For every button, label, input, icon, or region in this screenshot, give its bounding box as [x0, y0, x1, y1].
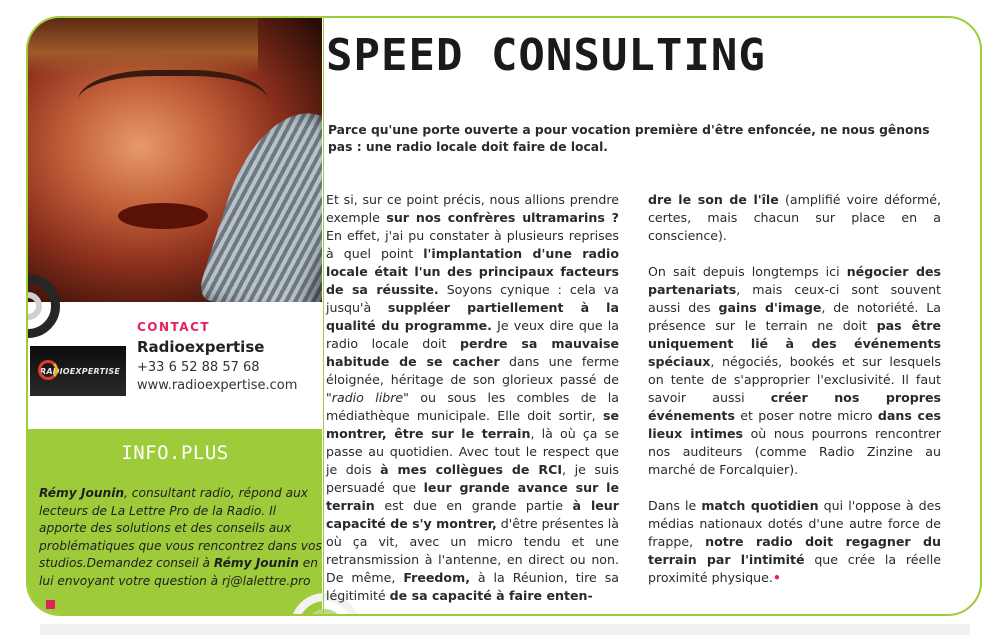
consultant-photo — [28, 18, 322, 302]
photo-mouth — [118, 203, 208, 229]
text-run: (amplifié voire déformé, certes, mais chacun sur place en a conscience). — [648, 192, 941, 243]
bold-text: l'implantation d'une radio locale était l'un des principaux facteurs de sa réussite. — [326, 246, 619, 297]
text-run: dans une ferme éloignée, héritage de son glorieux passé de — [326, 354, 619, 387]
contact-name: Radioexpertise — [137, 338, 265, 356]
text-run: , je suis persuadé que — [326, 462, 619, 495]
text-run: Soyons cynique : cela va jusqu'à — [326, 282, 619, 315]
contact-block — [28, 318, 322, 413]
bold-text: négocier des partenariats — [648, 264, 942, 297]
bold-text: à leur capacité de s'y montrer, — [326, 498, 619, 531]
bold-text: notre radio doit regagner du terrain par l'intimité — [648, 534, 941, 567]
contact-phone: +33 6 52 88 57 68 — [137, 360, 260, 375]
end-dot-icon: • — [772, 570, 781, 585]
text-run: que crée la réelle proximité physique. — [648, 552, 941, 585]
bold-text: perdre sa mauvaise habitude de se cacher — [326, 336, 619, 369]
radioexpertise-logo — [30, 346, 126, 396]
text-run: est due en grande partie — [374, 498, 573, 513]
text-run: , de notoriété. La présence sur le terrain ne doit — [648, 300, 941, 333]
text-run: En effet, j'ai pu constater à plusieurs reprises à quel point — [326, 228, 619, 261]
bold-text: sur nos confrères ultramarins ? — [386, 210, 619, 225]
article-column-left — [326, 191, 619, 616]
contact-website-link[interactable]: www.radioexpertise.com — [137, 378, 298, 393]
text-run: d'être présentes là où ça vit, avec un micro tendu et une retransmission à l'antenne, en direct ou non. De même, — [326, 516, 620, 585]
text-run: et poser notre micro — [734, 408, 878, 423]
text-run: Dans le — [648, 498, 702, 513]
bold-text: se montrer, être sur le terrain — [326, 408, 619, 441]
text-run: à la Réunion, tire sa légitimité — [326, 570, 619, 603]
text-run: Je veux dire que la radio locale doit — [326, 318, 619, 351]
text-run: , négociés, bookés et sur lesquels on tente de s'approprier l'exclusivité. Il faut savoir aussi — [648, 354, 941, 405]
logo-swirl-icon — [38, 360, 58, 380]
bold-text: de sa capacité à faire enten- — [389, 588, 593, 603]
article-paragraph — [648, 497, 941, 587]
article-title: SPEED CONSULTING — [326, 30, 766, 81]
info-plus-text — [39, 485, 323, 590]
article-paragraph — [648, 191, 941, 245]
text-run: où nous pourrons rencontrer nos auditeurs (comme Radio Zinzine au marché de Forcalquier). — [648, 426, 941, 477]
bold-text: dans ces lieux intimes — [648, 408, 941, 441]
bold-text: leur grande avance sur le terrain — [326, 480, 619, 513]
article-paragraph — [648, 263, 941, 479]
bold-text: à mes collègues de RCI — [380, 462, 563, 477]
end-square-icon — [46, 600, 55, 609]
article-lead: Parce qu'une porte ouverte a pour vocation première d'être enfoncée, ne nous gênons pas : une radio locale doit faire de local. — [328, 123, 930, 154]
article-frame — [26, 16, 982, 616]
italic-text: "radio libre" — [326, 390, 409, 405]
text-run: qui l'oppose à des médias nationaux dotés d'une autre force de frappe, — [648, 498, 941, 549]
text-run: , là où ça se passe au quotidien. Avec tout le respect que je dois — [326, 426, 619, 477]
bold-text: match quotidien — [701, 498, 819, 513]
bold-text: créer nos propres événements — [648, 390, 941, 423]
bold-text: dre le son de l'île — [648, 192, 779, 207]
bold-text: suppléer partiellement à la qualité du programme. — [326, 300, 619, 333]
bold-text: Freedom, — [403, 570, 470, 585]
column-divider — [323, 18, 324, 616]
bold-text: gains d'image — [718, 300, 822, 315]
photo-hair — [28, 18, 258, 76]
article-column-right — [648, 191, 941, 605]
text-run: ou sous les combles de la médiathèque municipale. Elle doit sortir, — [326, 390, 619, 423]
bold-text: Rémy Jounin — [213, 556, 299, 570]
text-run: Et si, sur ce point précis, nous allions prendre exemple — [326, 192, 619, 225]
article-paragraph — [326, 191, 619, 605]
text-run: en lui envoyant votre question à rj@lalettre.pro — [39, 556, 318, 588]
logo-text: RADIOEXPERTISE — [40, 366, 120, 376]
contact-label: CONTACT — [137, 320, 211, 334]
text-run: , consultant radio, répond aux lecteurs de La Lettre Pro de la Radio. Il apporte des solutions et des conseils aux problématiques que vous rencontrez dans vos studios.Demandez conseil à — [39, 486, 322, 570]
photo-glasses — [78, 70, 268, 146]
bottom-band — [40, 624, 970, 635]
info-plus-title: INFO.PLUS — [121, 442, 229, 464]
bold-text: Rémy Jounin — [39, 486, 125, 500]
info-plus-box — [28, 429, 322, 616]
bold-text: pas être uniquement lié à des événements spéciaux — [648, 318, 941, 369]
text-run: On sait depuis longtemps ici — [648, 264, 847, 279]
text-run: , mais ceux-ci sont souvent aussi des — [648, 282, 941, 315]
